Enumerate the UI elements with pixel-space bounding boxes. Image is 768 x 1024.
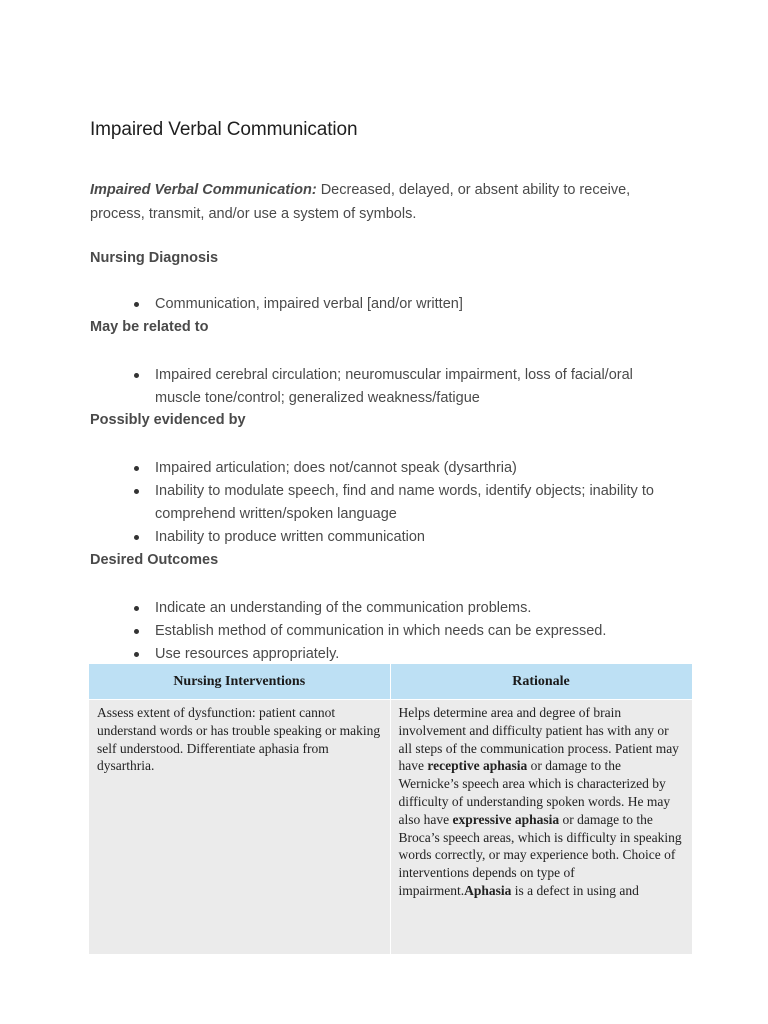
evidenced-by-list: [90, 457, 670, 549]
related-to-list: [90, 364, 650, 410]
page-title: Impaired Verbal Communication: [90, 119, 358, 140]
table-header-row: [89, 664, 692, 700]
care-plan-table: [89, 664, 693, 954]
rationale-cell: Helps determine area and degree of brain involvement and difficulty patient has with any or all steps of the communication process. Patient may have receptive aphasia or damage to the Wernicke’s speech area which is characterized by difficulty of understanding spoken words. He may also have expressive aphasia or damage to the Broca’s speech areas, which is difficulty in speaking words correctly, or may experience both. Choice of interventions depends on type of impairment.Aphasia is a defect in using and: [390, 700, 692, 955]
list-item: Inability to produce written communication: [90, 526, 670, 549]
nursing-diagnosis-list: [90, 293, 690, 316]
intro-term: Impaired Verbal Communication:: [90, 182, 317, 198]
intro-paragraph: [90, 178, 670, 226]
column-header-rationale: Rationale: [390, 664, 692, 700]
bullet-icon: [134, 489, 139, 494]
bullet-icon: [134, 629, 139, 634]
list-item: Inability to modulate speech, find and name words, identify objects; inability to comprehend written/spoken language: [90, 480, 670, 526]
bullet-icon: [134, 466, 139, 471]
list-item: Impaired cerebral circulation; neuromuscular impairment, loss of facial/oral muscle tone/control; generalized weakness/fatigue: [90, 364, 650, 410]
bullet-icon: [134, 606, 139, 611]
list-item: Indicate an understanding of the communication problems.: [90, 597, 690, 620]
evidenced-by-heading: Possibly evidenced by: [90, 412, 246, 428]
intervention-cell: Assess extent of dysfunction: patient cannot understand words or has trouble speaking or making self understood. Differentiate aphasia from dysarthria.: [89, 700, 390, 955]
list-item: Establish method of communication in which needs can be expressed.: [90, 620, 690, 643]
intro-definition: Decreased, delayed, or absent ability to receive, process, transmit, and/or use a system of symbols.: [90, 182, 631, 222]
table-row: [89, 700, 692, 955]
list-item: Impaired articulation; does not/cannot speak (dysarthria): [90, 457, 670, 480]
bullet-icon: [134, 535, 139, 540]
column-header-interventions: Nursing Interventions: [89, 664, 390, 700]
bullet-icon: [134, 373, 139, 378]
desired-outcomes-list: [90, 597, 690, 666]
desired-outcomes-heading: Desired Outcomes: [90, 552, 219, 568]
list-item: Use resources appropriately.: [90, 643, 690, 666]
bullet-icon: [134, 652, 139, 657]
list-item: Communication, impaired verbal [and/or written]: [90, 293, 690, 316]
nursing-diagnosis-heading: Nursing Diagnosis: [90, 250, 219, 266]
bullet-icon: [134, 302, 139, 307]
related-to-heading: May be related to: [90, 319, 209, 335]
